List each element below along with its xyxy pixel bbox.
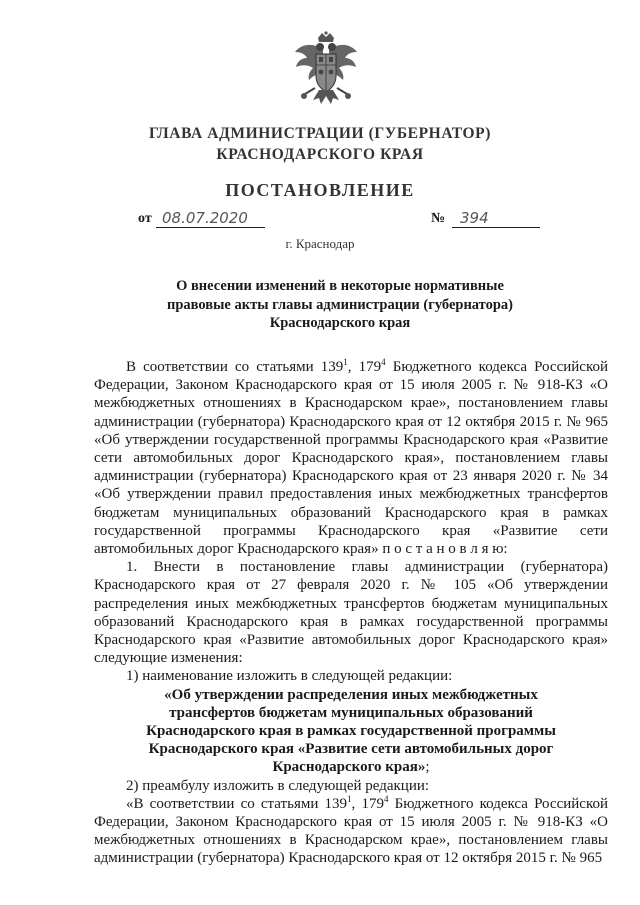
bold-line5-tail: ; bbox=[425, 759, 430, 776]
title-line1: О внесении изменений в некоторые нормативные bbox=[176, 278, 504, 294]
header-title-line1: ГЛАВА АДМИНИСТРАЦИИ (ГУБЕРНАТОР) bbox=[149, 125, 491, 142]
preamble-sup2: 4 bbox=[381, 357, 386, 367]
preamble-sup1: 1 bbox=[343, 357, 348, 367]
coat-of-arms-icon bbox=[291, 30, 361, 110]
paragraph-preamble bbox=[94, 358, 608, 558]
document-title bbox=[140, 277, 540, 333]
document-type: ПОСТАНОВЛЕНИЕ bbox=[225, 180, 415, 200]
paragraph-quoted-preamble bbox=[94, 795, 608, 868]
city: г. Краснодар bbox=[285, 236, 355, 251]
quoted-sup1: 1 bbox=[347, 793, 352, 804]
paragraph-subitem-2: 2) преамбулу изложить в следующей редакции: bbox=[126, 777, 430, 794]
bold-line3: Краснодарского края в рамках государственной программы bbox=[146, 723, 556, 740]
bold-line4: Краснодарского края «Развитие сети автомобильных дорог bbox=[148, 741, 554, 758]
title-line2: правовые акты главы администрации (губернатора) bbox=[166, 296, 514, 313]
bold-line5-text: Краснодарского края» bbox=[272, 759, 426, 776]
quoted-sup2: 4 bbox=[383, 793, 389, 804]
bold-new-title bbox=[94, 686, 608, 777]
preamble-text-c: Бюджетного кодекса Российской Федерации, Законом Краснодарского края от 15 июля 2005 г. № 918-КЗ «О межбюджетных отношениях в Краснодарском крае», постановлением главы администрации (губернатора) Краснодарского края от 12 октября 2015 г. № 965 «Об утверждении государственной программы Краснодарского края «Развитие сети автомобильных дорог Краснодарского края», постановлением главы администрации (губернатора) Краснодарского края от 23 января 2020 г. № 34 «Об утверждении правил предоставления иных межбюджетных трансфертов бюджетам муниципальных образований Краснодарского края в рамках государственной программы Краснодарского края «Развитие сети автомобильных дорог Краснодарского края» bbox=[94, 359, 608, 558]
document-body bbox=[94, 358, 608, 868]
preamble-text-b: , 179 bbox=[347, 359, 382, 375]
date-value: 08.07.2020 bbox=[156, 209, 265, 228]
quoted-text-a: «В соответствии со статьями 139 bbox=[126, 795, 348, 812]
title-line3: Краснодарского края bbox=[269, 315, 411, 331]
paragraph-subitem-1: 1) наименование изложить в следующей редакции: bbox=[126, 668, 453, 685]
quoted-text-c: Бюджетного кодекса Российской Федерации, Законом Краснодарского края от 15 июля 2005 г. № 918-КЗ «О межбюджетных отношениях в Краснодарском крае», постановлением главы администрации (губернатора) Краснодарского края от 12 октября 2015 г. № 965 bbox=[94, 795, 608, 867]
header-title-line2: КРАСНОДАРСКОГО КРАЯ bbox=[216, 146, 424, 163]
number-label: № bbox=[431, 211, 446, 226]
number-value: 394 bbox=[452, 209, 540, 228]
bold-line2: трансфертов бюджетам муниципальных образований bbox=[169, 704, 533, 721]
resolve-word: п о с т а н о в л я ю: bbox=[382, 541, 508, 558]
bold-line5 bbox=[94, 758, 608, 776]
date-number-row bbox=[138, 209, 532, 231]
quoted-text-b: , 179 bbox=[351, 795, 384, 812]
date-label: от bbox=[138, 211, 152, 226]
paragraph-item-1: 1. Внести в постановление главы администрации (губернатора) Краснодарского края от 27 февраля 2020 г. № 105 «Об утверждении распределения иных межбюджетных трансфертов бюджетам муниципальных образований Краснодарского края в рамках государственной программы Краснодарского края «Развитие автомобильных дорог Краснодарского края» следующие изменения: bbox=[94, 559, 608, 667]
bold-line1: «Об утверждении распределения иных межбюджетных bbox=[164, 686, 538, 703]
preamble-text-a: В соответствии со статьями 139 bbox=[126, 359, 344, 375]
